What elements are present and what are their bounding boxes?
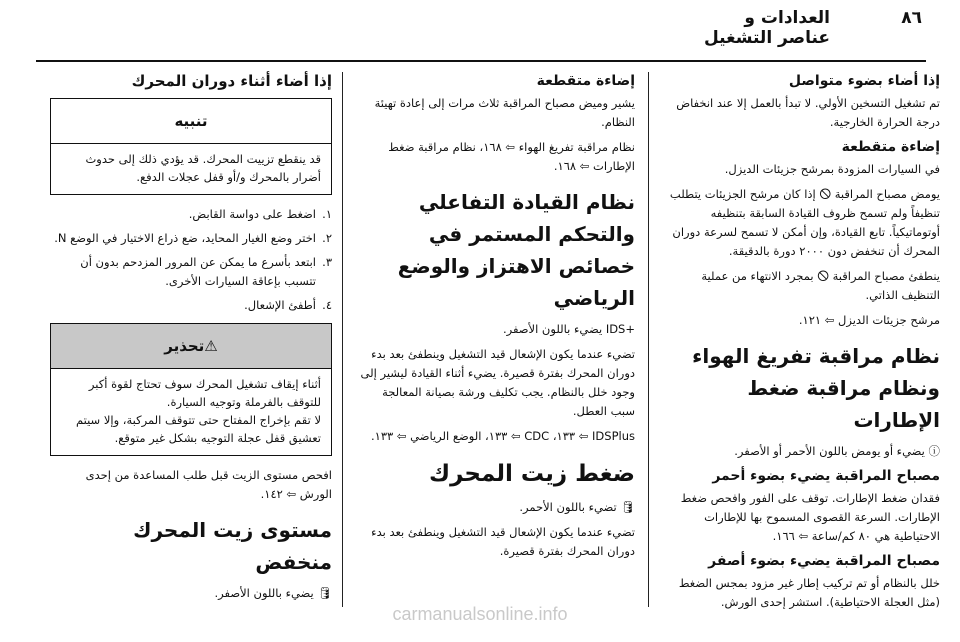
header-rule — [36, 60, 926, 62]
steps-list — [50, 205, 332, 315]
paragraph: مرشح جزيئات الديزل ⇦ ١٢١. — [798, 313, 940, 327]
paragraph: خلل بالنظام أو تم تركيب إطار غير مزود بمجس الضغط (مثل العجلة الاحتياطية). استشر إحدى الورش. — [678, 576, 940, 609]
column-right — [660, 72, 940, 618]
paragraph: ⓘ يضيء أو يومض باللون الأحمر أو الأصفر. — [734, 444, 940, 458]
section-heading: إذا أضاء بضوء متواصل — [788, 73, 940, 89]
notice-box — [50, 98, 332, 195]
paragraph: افحص مستوى الزيت قبل طلب المساعدة من إحدى الورش ⇦ ١٤٢. — [85, 468, 332, 501]
section-title: ضغط زيت المحرك — [429, 461, 635, 487]
paragraph: تم تشغيل التسخين الأولي. لا تبدأ بالعمل إلا عند انخفاض درجة الحرارة الخارجية. — [676, 96, 940, 129]
paragraph: +IDS يضيء باللون الأصفر. — [502, 322, 635, 336]
page-number: ٨٦ — [901, 8, 922, 28]
list-item: ١. اضغط على دواسة القابض. — [188, 207, 332, 221]
paragraph: 🛢 يضيء باللون الأصفر. — [214, 586, 332, 600]
page-title: العدادات و عناصر التشغيل — [703, 8, 830, 48]
warning-body: أثناء إيقاف تشغيل المحرك سوف تحتاج لقوة أكبر للتوقف بالفرملة وتوجيه السيارة. — [88, 377, 321, 409]
section-title: مستوى زيت المحرك منخفض — [133, 518, 332, 574]
section-heading: إذا أضاء أثناء دوران المحرك — [131, 72, 332, 90]
paragraph: يومض مصباح المراقبة 🛇 إذا كان مرشح الجزيئات يتطلب تنظيفاً ولم تسمح ظروف القيادة السابقة بتنظيفه أوتوماتيكياً. تابع القيادة، وإن أمكن لا تسمح لسرعة دوران المحرك أن تنخفض دون ٢٠٠٠ دورة بالدقيقة. — [669, 187, 940, 258]
section-heading: مصباح المراقبة يضيء بضوء أصفر — [708, 553, 940, 569]
notice-body: قد ينقطع تزييت المحرك. قد يؤدي ذلك إلى حدوث أضرار بالمحرك و/أو قفل عجلات الدفع. — [85, 152, 321, 184]
notice-title: تنبيه — [51, 99, 331, 144]
paragraph: 🛢 تضيء باللون الأحمر. — [519, 500, 635, 514]
page-header — [0, 0, 960, 60]
section-title: نظام القيادة التفاعلي والتحكم المستمر في خصائص الاهتزاز والوضع الرياضي — [397, 190, 635, 310]
section-title: نظام مراقبة تفريغ الهواء ونظام مراقبة ضغط الإطارات — [692, 344, 940, 432]
paragraph: في السيارات المزودة بمرشح جزيئات الديزل. — [724, 162, 940, 176]
section-heading: إضاءة متقطعة — [536, 73, 635, 89]
column-divider-right — [648, 72, 649, 607]
warning-body: لا تقم بإخراج المفتاح حتى تتوقف المركبة، وإلا سيتم تعشيق قفل عجلة التوجيه بشكل غير متوقع. — [75, 413, 321, 445]
paragraph: تضيء عندما يكون الإشعال قيد التشغيل وينطفئ بعد بدء دوران المحرك بفترة قصيرة. — [371, 525, 635, 558]
list-item: ٤. أطفئ الإشعال. — [244, 298, 332, 312]
column-left — [50, 72, 332, 609]
column-divider-left — [342, 72, 343, 607]
paragraph: نظام مراقبة تفريغ الهواء ⇦ ١٦٨، نظام مراقبة ضغط الإطارات ⇦ ١٦٨. — [388, 140, 635, 173]
column-middle — [355, 72, 635, 567]
paragraph: فقدان ضغط الإطارات. توقف على الفور وافحص ضغط الإطارات. السرعة القصوى المسموح بها للإطارات الاحتياطية هي ٨٠ كم/ساعة ⇦ ١٦٦. — [680, 491, 940, 543]
paragraph: IDSPlus ⇦ ١٣٣، CDC ⇦ ١٣٣، الوضع الرياضي ⇦ ١٣٣. — [370, 429, 635, 443]
paragraph: يشير وميض مصباح المراقبة ثلاث مرات إلى إعادة تهيئة النظام. — [374, 96, 635, 129]
watermark: carmanualsonline.info — [392, 604, 568, 624]
paragraph: ينطفئ مصباح المراقبة 🛇 بمجرد الانتهاء من عملية التنظيف الذاتي. — [701, 269, 940, 302]
paragraph: تضيء عندما يكون الإشعال قيد التشغيل وينطفئ بعد بدء دوران المحرك بفترة قصيرة. يضيء أثناء القيادة ليشير إلى وجود خلل بالنظام. يجب تكليف ورشة بصيانة المعالجة سبب العطل. — [360, 347, 635, 418]
warning-box — [50, 323, 332, 456]
section-heading: مصباح المراقبة يضيء بضوء أحمر — [712, 468, 940, 484]
section-heading: إضاءة متقطعة — [841, 139, 940, 155]
list-item: ٢. اختر وضع الغيار المحايد، ضع ذراع الاختيار في الوضع N. — [54, 231, 332, 245]
warning-title: ⚠تحذير — [51, 324, 331, 369]
list-item: ٣. ابتعد بأسرع ما يمكن عن المرور المزدحم بدون أن تتسبب بإعاقة السيارات الأخرى. — [80, 255, 332, 288]
